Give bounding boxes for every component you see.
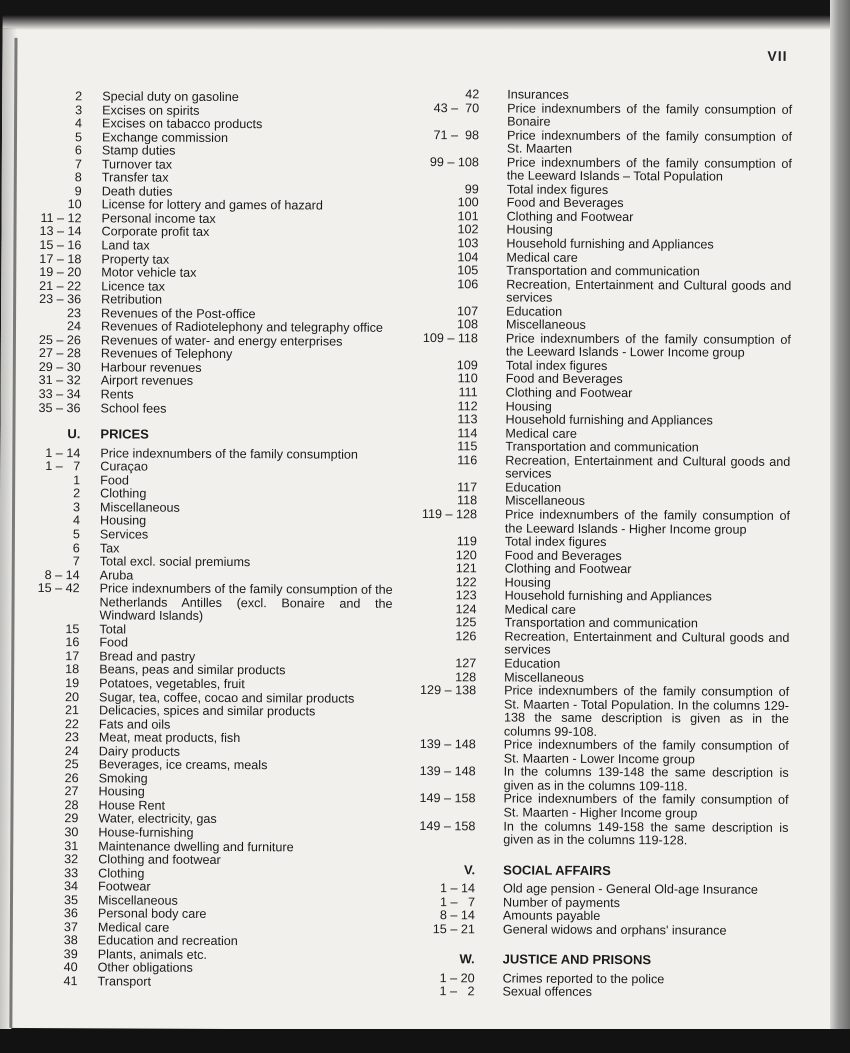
left-column bbox=[16, 90, 396, 990]
entry-description: Miscellaneous bbox=[505, 317, 586, 333]
entry-description: Services bbox=[99, 527, 149, 542]
entry-description: In the columns 149-158 the same description is given as in the columns 119-128. bbox=[503, 818, 789, 848]
column-range: 2 bbox=[73, 486, 81, 501]
column-range: 129 – 138 bbox=[420, 683, 477, 698]
entry-description: Personal body care bbox=[97, 906, 207, 922]
entry-description: Excises on spirits bbox=[102, 102, 200, 118]
section-heading-justice bbox=[403, 952, 788, 968]
column-range: 125 bbox=[455, 615, 477, 630]
entry-description: Food and Beverages bbox=[505, 371, 623, 387]
column-range: 3 bbox=[75, 102, 83, 117]
column-range: 113 bbox=[457, 412, 478, 427]
column-range: 71 – 98 bbox=[433, 127, 480, 142]
toc-entry bbox=[402, 985, 787, 1001]
column-range: 117 bbox=[457, 480, 478, 495]
column-range: 4 bbox=[72, 513, 81, 528]
column-range: 122 bbox=[455, 574, 477, 589]
toc-entry bbox=[407, 101, 792, 130]
entry-description: Miscellaneous bbox=[100, 500, 180, 515]
column-range: 104 bbox=[457, 249, 479, 264]
column-range: 8 – 14 bbox=[44, 567, 80, 582]
page-right-edge bbox=[830, 0, 850, 1053]
entry-description: Rents bbox=[100, 387, 134, 402]
column-range: 15 bbox=[65, 621, 80, 637]
column-range: 115 bbox=[457, 439, 478, 454]
entry-description: Clothing and footwear bbox=[98, 852, 221, 868]
entry-description: Transport bbox=[97, 974, 152, 989]
entry-description: Sugar, tea, coffee, cocao and similar products bbox=[99, 689, 355, 706]
column-range: 3 bbox=[73, 500, 81, 515]
entry-description: Special duty on gasoline bbox=[102, 89, 239, 105]
entry-description: Total index figures bbox=[506, 182, 609, 197]
entry-description: Price indexnumbers of the family consumption of the Leeward Islands – Total Population bbox=[506, 155, 792, 184]
column-range: 109 – 118 bbox=[422, 330, 478, 346]
column-range: 121 bbox=[455, 561, 477, 576]
column-range: 6 bbox=[74, 143, 82, 158]
column-range: 35 – 36 bbox=[38, 400, 81, 415]
toc-entry bbox=[406, 332, 791, 361]
column-range: 26 bbox=[64, 770, 79, 786]
column-range: 1 – 14 bbox=[45, 445, 81, 460]
entry-description: Insurances bbox=[507, 87, 569, 102]
entry-description: Clothing and Footwear bbox=[505, 385, 633, 401]
entry-description: Education bbox=[504, 656, 561, 671]
entry-description: Exchange commission bbox=[101, 129, 229, 145]
prices-continued-list bbox=[403, 88, 792, 849]
entry-description: Crimes reported to the police bbox=[502, 971, 665, 987]
tax-entries-list bbox=[19, 90, 396, 417]
column-range: 25 bbox=[64, 757, 79, 772]
toc-entry bbox=[404, 630, 789, 659]
column-range: 108 bbox=[456, 317, 479, 332]
entry-description: Miscellaneous bbox=[504, 669, 585, 685]
column-range: 41 bbox=[63, 974, 78, 989]
entry-description: Food and Beverages bbox=[504, 548, 622, 563]
entry-description: Recreation, Entertainment and Cultural goods and services bbox=[504, 629, 790, 658]
entry-description: Turnover tax bbox=[101, 157, 173, 172]
entry-description: Licence tax bbox=[101, 278, 165, 294]
column-range: 1 – 14 bbox=[440, 881, 476, 896]
entry-description: License for lottery and games of hazard bbox=[101, 197, 323, 213]
entry-description: School fees bbox=[100, 400, 167, 416]
column-range: 35 bbox=[63, 892, 79, 907]
entry-description: Education bbox=[506, 304, 563, 319]
section-letter: V. bbox=[464, 861, 476, 877]
column-range: 36 bbox=[63, 906, 78, 921]
entry-description: Price indexnumbers of the family consumption of the Leeward Islands - Higher Income group bbox=[504, 507, 791, 537]
column-range: 7 bbox=[72, 554, 80, 569]
entry-description: Miscellaneous bbox=[97, 893, 178, 908]
entry-description: Medical care bbox=[504, 602, 576, 617]
entry-description: Transportation and communication bbox=[506, 263, 700, 279]
entry-description: Bread and pastry bbox=[99, 649, 196, 664]
column-range: 16 bbox=[65, 635, 80, 650]
entry-description: Food and Beverages bbox=[506, 195, 624, 211]
column-range: 29 – 30 bbox=[38, 359, 81, 375]
column-range: 33 bbox=[64, 865, 79, 880]
entry-description: In the columns 139-148 the same description is given as in the columns 109-118. bbox=[503, 764, 789, 794]
entry-description: Price indexnumbers of the family consumption of Bonaire bbox=[507, 101, 793, 129]
section-title: JUSTICE AND PRISONS bbox=[502, 951, 652, 968]
entry-description: Clothing bbox=[100, 486, 147, 501]
entry-description: Smoking bbox=[98, 771, 148, 786]
column-range: 128 bbox=[455, 669, 477, 684]
entry-description: Recreation, Entertainment and Cultural goods and services bbox=[505, 453, 791, 482]
column-range: 22 bbox=[64, 716, 79, 731]
entry-description: Other obligations bbox=[97, 960, 193, 976]
entry-description: Price indexnumbers of the family consumption of the Netherlands Antilles (excl. Bonaire and the Windward Islands) bbox=[99, 581, 393, 624]
entry-description: Property tax bbox=[101, 251, 170, 267]
column-range: 24 bbox=[64, 743, 79, 758]
justice-list bbox=[402, 972, 787, 1001]
section-letter: W. bbox=[459, 951, 475, 967]
toc-entry bbox=[407, 156, 792, 185]
entry-description: Housing bbox=[506, 222, 553, 238]
entry-description: Transportation and communication bbox=[504, 615, 698, 631]
entry-description: Maintenance dwelling and furniture bbox=[98, 838, 294, 854]
column-range: 139 – 148 bbox=[419, 764, 476, 779]
column-range: 34 bbox=[64, 879, 79, 894]
toc-entry bbox=[16, 975, 391, 991]
column-range: 8 bbox=[74, 170, 82, 185]
entry-description: Potatoes, vegetables, fruit bbox=[99, 676, 245, 692]
column-range: 1 – 7 bbox=[45, 459, 81, 474]
column-range: 114 bbox=[457, 425, 478, 440]
entry-description: Housing bbox=[99, 513, 147, 528]
column-range: 8 – 14 bbox=[439, 908, 475, 923]
toc-entry bbox=[406, 278, 791, 307]
column-range: 127 bbox=[455, 656, 477, 671]
column-range: 120 bbox=[455, 547, 477, 562]
entry-description: Death duties bbox=[101, 184, 173, 199]
entry-description: House-furnishing bbox=[98, 825, 194, 840]
column-range: 103 bbox=[457, 236, 479, 251]
entry-description: Transfer tax bbox=[101, 170, 169, 185]
column-range: 25 – 26 bbox=[38, 332, 81, 348]
entry-description: Education and recreation bbox=[97, 933, 238, 949]
entry-description: Fats and oils bbox=[98, 716, 171, 732]
entry-description: Number of payments bbox=[502, 895, 620, 910]
entry-description: Stamp duties bbox=[101, 143, 176, 158]
column-range: 105 bbox=[457, 263, 479, 278]
social-affairs-list bbox=[403, 882, 788, 938]
column-range: 15 – 21 bbox=[432, 921, 475, 937]
entry-description: Household furnishing and Appliances bbox=[504, 588, 712, 604]
entry-description: Recreation, Entertainment and Cultural goods and services bbox=[506, 277, 792, 305]
entry-description: Beans, peas and similar products bbox=[99, 662, 286, 678]
toc-entry bbox=[405, 454, 790, 483]
entry-description: Revenues of Telephony bbox=[100, 346, 233, 362]
entry-description: Clothing and Footwear bbox=[504, 561, 632, 577]
toc-entry bbox=[403, 792, 788, 821]
entry-description: Housing bbox=[505, 399, 552, 414]
column-range: 149 – 158 bbox=[419, 791, 476, 806]
entry-description: Housing bbox=[504, 575, 551, 590]
entry-description: Personal income tax bbox=[101, 211, 216, 226]
column-range: 149 – 158 bbox=[419, 818, 476, 833]
column-range: 110 bbox=[457, 371, 478, 386]
column-range: 33 – 34 bbox=[38, 387, 81, 402]
column-range: 19 – 20 bbox=[39, 265, 82, 280]
column-range: 11 – 12 bbox=[40, 210, 82, 226]
entry-description: Food bbox=[100, 473, 129, 488]
toc-entry bbox=[405, 508, 790, 537]
section-title: PRICES bbox=[100, 426, 149, 442]
column-range: 21 bbox=[64, 703, 80, 718]
column-range: 15 – 16 bbox=[39, 238, 82, 253]
toc-entry bbox=[404, 738, 789, 767]
column-range: 124 bbox=[455, 601, 477, 617]
column-range: 27 bbox=[64, 784, 79, 799]
entry-description: Medical care bbox=[505, 426, 577, 441]
column-range: 6 bbox=[72, 540, 80, 555]
section-heading-social-affairs bbox=[403, 863, 788, 879]
entry-description: Water, electricity, gas bbox=[98, 811, 217, 827]
column-range: 31 bbox=[64, 838, 79, 853]
entry-description: Meat, meat products, fish bbox=[98, 730, 241, 746]
entry-description: Land tax bbox=[101, 238, 150, 253]
entry-description: Corporate profit tax bbox=[101, 224, 210, 240]
entry-description: Revenues of water- and energy enterprises bbox=[100, 333, 343, 349]
column-range: 31 – 32 bbox=[38, 373, 81, 388]
column-range: 23 bbox=[67, 305, 82, 320]
column-range: 19 bbox=[65, 676, 80, 691]
column-range: 101 bbox=[457, 209, 479, 224]
entry-description: Motor vehicle tax bbox=[101, 265, 197, 280]
column-range: 126 bbox=[455, 629, 477, 644]
section-title: SOCIAL AFFAIRS bbox=[503, 862, 611, 878]
column-range: 111 bbox=[458, 385, 478, 400]
entry-description: Education bbox=[505, 480, 562, 495]
entry-description: Tax bbox=[99, 540, 120, 555]
column-range: 2 bbox=[75, 89, 83, 104]
entry-description: Total bbox=[99, 622, 127, 637]
column-range: 102 bbox=[457, 222, 479, 237]
entry-description: Curaçao bbox=[100, 459, 148, 474]
toc-entry bbox=[404, 765, 789, 794]
entry-description: Miscellaneous bbox=[505, 493, 585, 509]
entry-description: Old age pension - General Old-age Insurance bbox=[503, 881, 758, 897]
column-range: 112 bbox=[457, 398, 478, 413]
column-range: 5 bbox=[72, 527, 80, 542]
column-range: 100 bbox=[457, 195, 479, 210]
entry-description: Footwear bbox=[98, 879, 151, 894]
column-range: 9 bbox=[74, 184, 82, 199]
column-range: 116 bbox=[457, 452, 478, 468]
entry-description: Retribution bbox=[101, 292, 163, 307]
entry-description: Price indexnumbers of the family consumption of the Leeward Islands - Lower Income group bbox=[505, 331, 791, 361]
column-range: 37 bbox=[63, 919, 78, 935]
column-range: 13 – 14 bbox=[39, 224, 82, 239]
entry-description: Revenues of the Post-office bbox=[101, 306, 256, 321]
column-range: 28 bbox=[64, 798, 79, 813]
column-range: 1 – 20 bbox=[439, 971, 475, 986]
column-range: 27 – 28 bbox=[38, 346, 81, 361]
entry-description: Household furnishing and Appliances bbox=[505, 412, 713, 428]
column-range: 23 bbox=[64, 730, 79, 745]
entry-description: Price indexnumbers of the family consumption bbox=[100, 446, 358, 462]
toc-entry bbox=[403, 923, 788, 939]
toc-entry bbox=[403, 819, 788, 848]
entry-description: Total index figures bbox=[504, 534, 607, 550]
entry-description: Total excl. social premiums bbox=[99, 554, 251, 570]
entry-description: Harbour revenues bbox=[100, 360, 202, 375]
right-column bbox=[402, 88, 792, 1001]
entry-description: Price indexnumbers of the family consumption of St. Maarten bbox=[506, 128, 793, 156]
entry-description: Excises on tabacco products bbox=[102, 116, 263, 132]
column-range: 109 bbox=[456, 358, 478, 373]
document-page bbox=[0, 8, 841, 1032]
column-range: 39 bbox=[63, 947, 78, 962]
entry-description: Plants, animals etc. bbox=[97, 947, 207, 962]
entry-description: Clothing bbox=[98, 865, 145, 881]
column-range: 24 bbox=[66, 319, 82, 334]
column-range: 40 bbox=[63, 960, 78, 975]
section-letter: U. bbox=[67, 426, 81, 442]
column-range: 38 bbox=[63, 933, 78, 948]
scan-bottom-shadow bbox=[0, 1029, 850, 1053]
column-range: 99 – 108 bbox=[429, 154, 479, 170]
column-range: 139 – 148 bbox=[419, 737, 476, 752]
column-range: 23 – 36 bbox=[39, 292, 82, 307]
column-range: 17 bbox=[65, 649, 80, 664]
toc-entry bbox=[404, 684, 789, 740]
column-range: 30 bbox=[64, 825, 79, 840]
column-range: 4 bbox=[75, 116, 83, 131]
column-range: 10 bbox=[67, 197, 82, 212]
toc-entry bbox=[19, 401, 394, 417]
column-range: 17 – 18 bbox=[39, 251, 82, 266]
entry-description: Clothing and Footwear bbox=[506, 209, 634, 225]
entry-description: Household furnishing and Appliances bbox=[506, 236, 714, 252]
column-range: 106 bbox=[457, 276, 479, 291]
column-range: 42 bbox=[465, 87, 480, 102]
entry-description: Price indexnumbers of the family consumption of St. Maarten - Total Population. In the columns 129-138 the same description is given as in the columns 99-108. bbox=[503, 683, 790, 739]
entry-description: Airport revenues bbox=[100, 373, 194, 389]
column-range: 32 bbox=[64, 852, 79, 867]
column-range: 1 bbox=[73, 472, 81, 487]
entry-description: Revenues of Radiotelephony and telegraphy office bbox=[100, 319, 383, 336]
column-range: 119 bbox=[456, 534, 477, 549]
entry-description: Sexual offences bbox=[502, 984, 592, 1000]
column-range: 20 bbox=[65, 689, 80, 704]
entry-description: Beverages, ice creams, meals bbox=[98, 757, 268, 773]
entry-description: Transportation and communication bbox=[505, 439, 699, 455]
entry-description: Housing bbox=[98, 784, 145, 799]
section-heading-prices bbox=[18, 427, 393, 443]
column-range: 15 – 42 bbox=[37, 581, 80, 596]
entry-description: General widows and orphans' insurance bbox=[502, 922, 727, 938]
entry-description: Price indexnumbers of the family consumption of St. Maarten - Lower Income group bbox=[503, 737, 789, 767]
entry-description: Dairy products bbox=[98, 744, 181, 759]
entry-description: Food bbox=[99, 635, 129, 650]
column-range: 21 – 22 bbox=[39, 278, 82, 293]
column-range: 1 – 7 bbox=[439, 894, 476, 910]
toc-entry bbox=[17, 582, 392, 625]
column-range: 123 bbox=[455, 588, 477, 603]
toc-entry bbox=[407, 129, 792, 158]
entry-description: Aruba bbox=[99, 567, 134, 583]
scan-top-shadow bbox=[0, 0, 850, 30]
prices-entries-list bbox=[16, 447, 394, 991]
column-range: 119 – 128 bbox=[421, 506, 478, 522]
column-range: 18 bbox=[65, 662, 80, 677]
column-range: 1 – 2 bbox=[439, 984, 475, 999]
entry-description: House Rent bbox=[98, 798, 166, 813]
page-number: VII bbox=[767, 47, 788, 64]
entry-description: Total index figures bbox=[505, 358, 608, 373]
column-range: 99 bbox=[464, 182, 479, 197]
entry-description: Delicacies, spices and similar products bbox=[98, 703, 316, 719]
entry-description: Medical care bbox=[506, 250, 578, 265]
column-range: 7 bbox=[74, 156, 82, 171]
column-range: 107 bbox=[457, 303, 479, 319]
column-range: 43 – 70 bbox=[433, 100, 480, 115]
entry-description: Amounts payable bbox=[502, 908, 601, 924]
column-range: 5 bbox=[74, 129, 83, 144]
entry-description: Price indexnumbers of the family consumption of St. Maarten - Higher Income group bbox=[503, 791, 789, 821]
column-range: 29 bbox=[64, 811, 79, 826]
column-range: 118 bbox=[456, 493, 478, 508]
entry-description: Medical care bbox=[97, 920, 170, 935]
